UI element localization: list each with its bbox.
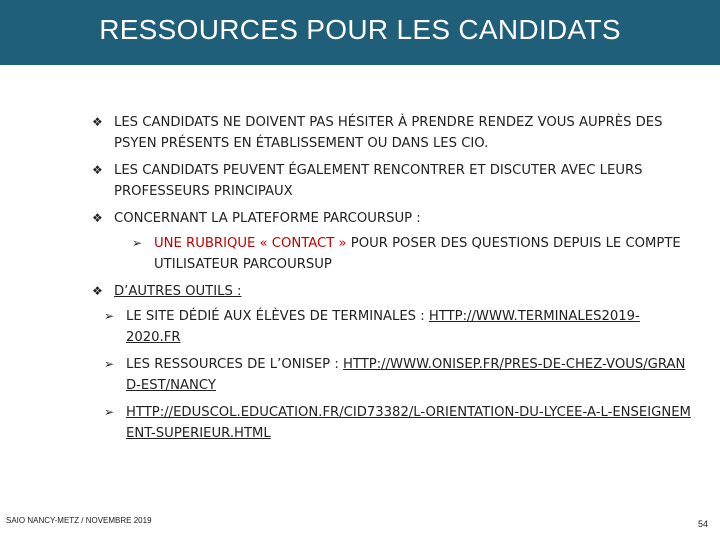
arrow-bullet-icon: ➢ [132, 236, 143, 250]
contact-rubric: UNE RUBRIQUE « CONTACT » [154, 236, 347, 251]
sub-item-terminales [104, 306, 692, 348]
sub-item-eduscol [104, 402, 692, 444]
bullet-text-2: LES CANDIDATS PEUVENT ÉGALEMENT RENCONTRER ET DISCUTER AVEC LEURS PROFESSEURS PRINCIPAUX [114, 163, 643, 199]
diamond-bullet-icon: ❖ [92, 163, 103, 177]
slide-content [92, 112, 692, 444]
diamond-bullet-icon: ❖ [92, 211, 103, 225]
terminales-link[interactable]: HTTP://WWW.TERMINALES2019-2020.FR [126, 309, 640, 345]
bullet-item-4 [92, 281, 692, 302]
eduscol-link[interactable]: HTTP://EDUSCOL.EDUCATION.FR/CID73382/L-ORIENTATION-DU-LYCEE-A-L-ENSEIGNEMENT-SUPERIEUR.HTML [126, 405, 691, 441]
bullet-item-3 [92, 208, 692, 229]
bullet-text-4: D’AUTRES OUTILS : [114, 284, 242, 299]
contact-rest-text: POUR POSER DES QUESTIONS DEPUIS LE COMPTE UTILISATEUR PARCOURSUP [154, 236, 681, 272]
sub-item-contact [132, 233, 692, 275]
page-title: RESSOURCES POUR LES CANDIDATS [99, 14, 621, 45]
terminales-text: LE SITE DÉDIÉ AUX ÉLÈVES DE TERMINALES : [126, 309, 429, 324]
footer-source: SAIO NANCY-METZ / NOVEMBRE 2019 [6, 516, 152, 525]
onisep-link[interactable]: HTTP://WWW.ONISEP.FR/PRES-DE-CHEZ-VOUS/GRAND-EST/NANCY [126, 357, 686, 393]
arrow-bullet-icon: ➢ [104, 309, 115, 323]
arrow-bullet-icon: ➢ [104, 357, 115, 371]
sub-item-onisep [104, 354, 692, 396]
page-number: 54 [697, 519, 708, 529]
onisep-text: LES RESSOURCES DE L’ONISEP : [126, 357, 343, 372]
bullet-item-2 [92, 160, 692, 202]
bullet-text-3: CONCERNANT LA PLATEFORME PARCOURSUP : [114, 211, 421, 226]
bullet-item-1 [92, 112, 692, 154]
diamond-bullet-icon: ❖ [92, 115, 103, 129]
diamond-bullet-icon: ❖ [92, 284, 103, 298]
title-bar [0, 0, 720, 65]
bullet-text-1: LES CANDIDATS NE DOIVENT PAS HÉSITER À PRENDRE RENDEZ VOUS AUPRÈS DES PSYEN PRÉSENTS EN ÉTABLISSEMENT OU DANS LES CIO. [114, 115, 663, 151]
arrow-bullet-icon: ➢ [104, 405, 115, 419]
